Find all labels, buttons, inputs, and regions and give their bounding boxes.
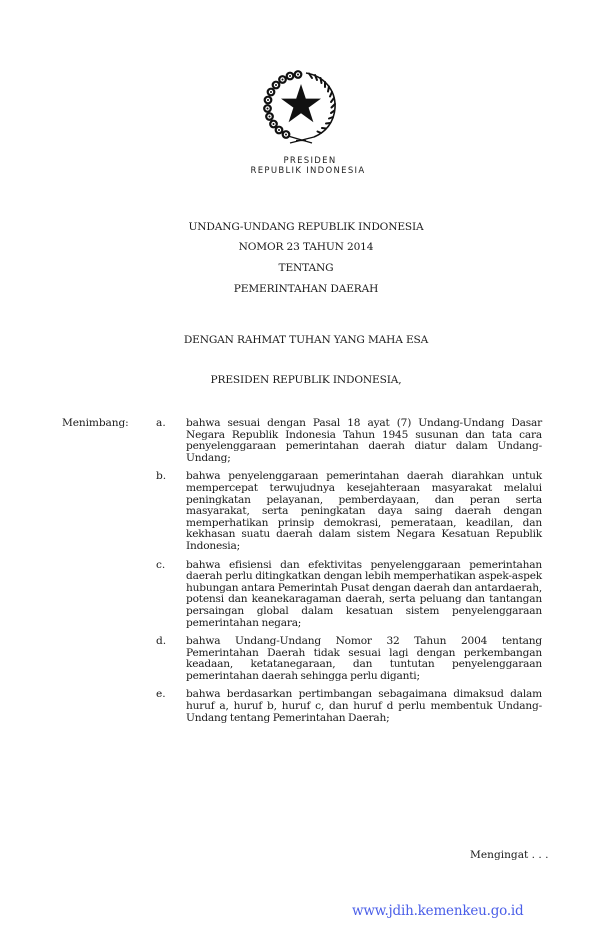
invocation: DENGAN RAHMAT TUHAN YANG MAHA ESA: [183, 334, 429, 346]
list-item: [156, 418, 542, 464]
item-text: bahwa Undang-Undang Nomor 32 Tahun 2004 tentang Pemerintahan Daerah tidak sesuai lagi dengan perkembangan keadaan, ketatanegaraan, dan tuntutan penyelenggaraan pemerintahan daerah sehingga perlu diganti;: [186, 635, 542, 682]
law-subject: PEMERINTAHAN DAERAH: [233, 283, 379, 295]
seal-caption-republic: REPUBLIK INDONESIA: [250, 166, 366, 176]
law-number: NOMOR 23 TAHUN 2014: [238, 241, 374, 253]
item-text: bahwa berdasarkan pertimbangan sebagaimana dimaksud dalam huruf a, huruf b, huruf c, dan huruf d perlu membentuk Undang-Undang tentang Pemerintahan Daerah;: [186, 688, 542, 724]
list-item: [156, 471, 542, 552]
item-text: bahwa efisiensi dan efektivitas penyelenggaraan pemerintahan daerah perlu ditingkatkan dengan lebih memperhatikan aspek-aspek hubungan antara Pemerintah Pusat dengan daerah dan antardaerah, potensi dan keanekaragaman daerah, serta peluang dan tantangan persaingan global dalam kesatuan sistem penyelenggaraan pemerintahan negara;: [186, 558, 542, 629]
list-item: [156, 689, 542, 724]
item-letter: e.: [156, 688, 166, 701]
item-letter: d.: [156, 635, 167, 648]
list-item: [156, 560, 542, 630]
seal-caption-president: PRESIDEN: [283, 156, 337, 166]
item-text: bahwa sesuai dengan Pasal 18 ayat (7) Undang-Undang Dasar Negara Republik Indonesia Tahun 1945 susunan dan tata cara penyelenggaraan pemerintahan daerah diatur dalam Undang-Undang;: [186, 417, 542, 464]
item-text: bahwa penyelenggaraan pemerintahan daerah diarahkan untuk mempercepat terwujudnya kesejahteraan masyarakat melalui peningkatan pelayanan, pemberdayaan, dan peran serta masyarakat, serta peningkatan daya saing daerah dengan memperhatikan prinsip demokrasi, pemerataan, keadilan, dan kekhasan suatu daerah dalam sistem Negara Kesatuan Republik Indonesia;: [186, 470, 542, 552]
next-page-catchword: Mengingat . . .: [470, 849, 549, 861]
presidential-seal-icon: [262, 70, 340, 144]
considering-items: [156, 418, 542, 731]
item-letter: b.: [156, 470, 167, 483]
president-heading: PRESIDEN REPUBLIK INDONESIA,: [210, 374, 402, 386]
item-letter: a.: [156, 417, 166, 429]
law-about: TENTANG: [278, 262, 334, 274]
law-title: UNDANG-UNDANG REPUBLIK INDONESIA: [188, 221, 424, 233]
list-item: [156, 636, 542, 682]
considering-label: Menimbang:: [62, 417, 129, 429]
item-letter: c.: [156, 558, 166, 571]
jdih-website-link[interactable]: www.jdih.kemenkeu.go.id: [352, 903, 524, 919]
